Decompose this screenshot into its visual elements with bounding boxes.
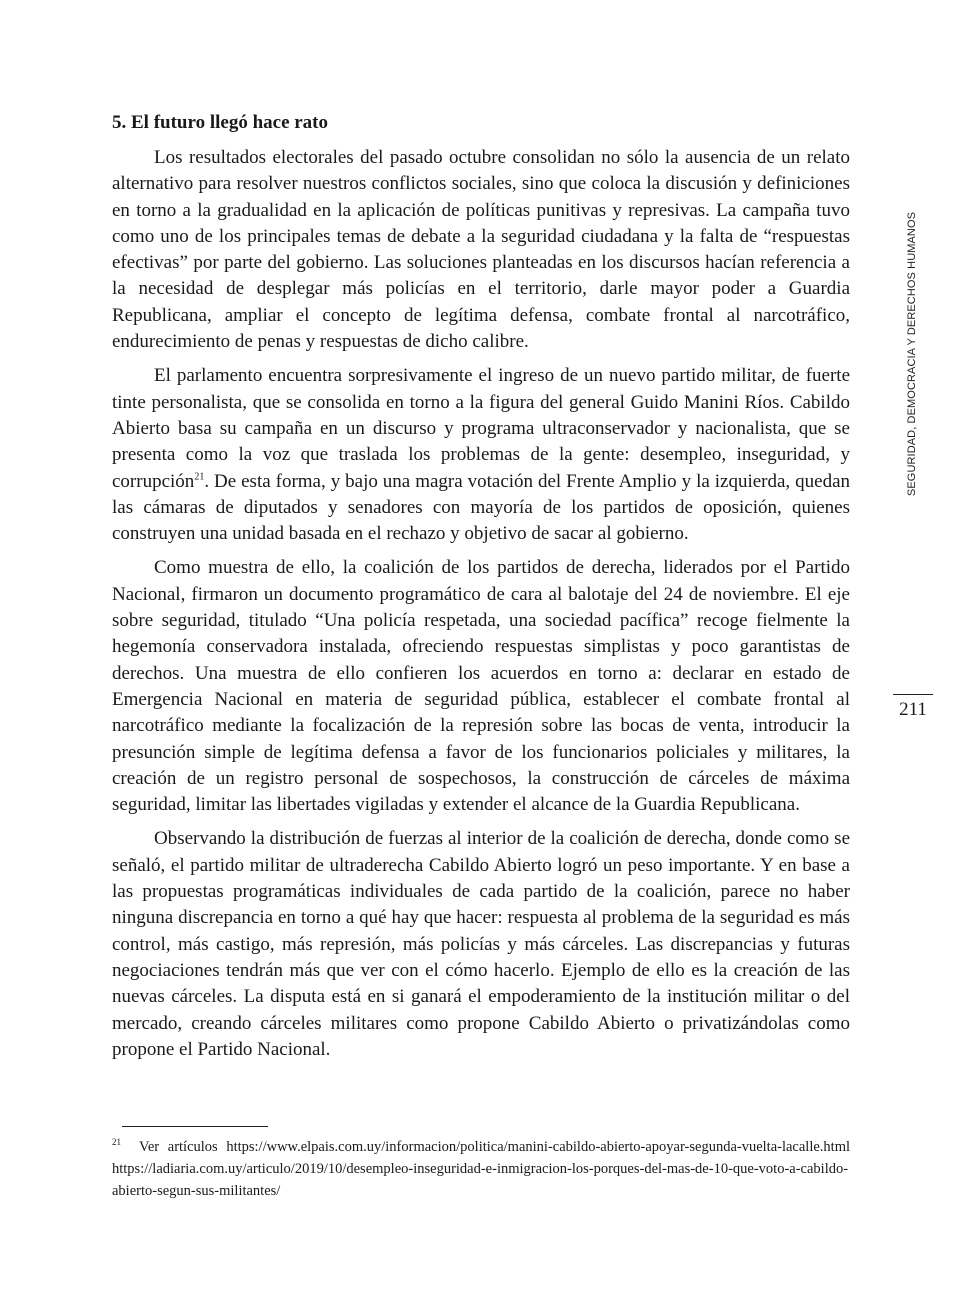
footnote <box>112 1131 850 1202</box>
running-head-text: SEGURIDAD, DEMOCRACIA Y DERECHOS HUMANOS <box>906 211 918 497</box>
paragraph-2 <box>112 363 850 547</box>
paragraph-3: Como muestra de ello, la coalición de los partidos de derecha, liderados por el Partido Nacional, firmaron un documento programático de cara al balotaje del 24 de noviembre. El eje sobre seguridad, titulado “Una policía respetada, una sociedad pacífica” recoge fielmente la hegemonía conservadora instalada, ofreciendo respuestas simplistas y poco garantistas de derechos. Una muestra de ello confieren los acuerdos en torno a: declarar en estado de Emergencia Nacional en materia de seguridad pública, establecer el combate frontal al narcotráfico mediante la focalización de la represión sobre las bocas de venta, introducir la presunción simple de legítima defensa a favor de los funcionarios policiales y militares, la creación de un registro personal de sospechosos, la construcción de cárceles de máxima seguridad, limitar las libertades vigiladas y extender el alcance de la Guardia Republicana. <box>112 557 850 816</box>
page-number-block <box>893 694 933 721</box>
paragraph-4: Observando la distribución de fuerzas al interior de la coalición de derecha, donde como se señaló, el partido militar de ultraderecha Cabildo Abierto logró un peso importante. Y en base a las propuestas programáticas individuales de cada partido de la coalición, parece no haber ninguna discrepancia en torno a qué hay que hacer: respuesta al problema de la seguridad es más control, más castigo, más represión, más policías y más cárceles. Las discrepancias y futuras negociaciones tendrán más que ver con el cómo hacerlo. Ejemplo de ello es la creación de las nuevas cárceles. La disputa está en si ganará el empoderamiento de la institución militar o del mercado, creando cárceles militares como propone Cabildo Abierto o privatizándolas como propone el Partido Nacional. <box>112 828 850 1060</box>
paragraph-2-after: . De esta forma, y bajo una magra votación del Frente Amplio y la izquierda, quedan las cámaras de diputados y senadores con mayoría de los partidos de oposición, quienes construyen una unidad basada en el rechazo y objetivo de sacar al gobierno. <box>112 470 850 545</box>
paragraph-1: Los resultados electorales del pasado octubre consolidan no sólo la ausencia de un relato alternativo para resolver nuestros conflictos sociales, sino que coloca la discusión y definiciones en torno a la gradualidad en la aplicación de políticas punitivas y represivas. La campaña tuvo como uno de los principales temas de debate a la seguridad ciudadana y la falta de “respuestas efectivas” por parte del gobierno. Las soluciones planteadas en los discursos hacían referencia a la necesidad de desplegar más policías en el territorio, darle mayor poder a Guardia Republicana, ampliar el concepto de legítima defensa, combate frontal al narcotráfico, endurecimiento de penas y respuestas de dicho calibre. <box>112 147 850 353</box>
footnote-divider <box>122 1126 268 1127</box>
paragraph-2-before: El parlamento encuentra sorpresivamente el ingreso de un nuevo partido militar, de fuerte tinte personalista, que se consolida en torno a la figura del general Guido Manini Ríos. Cabildo Abierto basa su campaña en un discurso y programa ultraconservador y nacionalista, que se presenta como la voz que traslada los problemas de la gente: desempleo, inseguridad, y corrupción <box>112 365 850 492</box>
running-head <box>900 196 924 512</box>
page-number: 211 <box>899 699 927 720</box>
section-title: 5. El futuro llegó hace rato <box>112 112 329 133</box>
footnote-text[interactable]: Ver artículos https://www.elpais.com.uy/informacion/politica/manini-cabildo-abierto-apoyar-segunda-vuelta-lacalle.html https://ladiaria.com.uy/articulo/2019/10/desempleo-inseguridad-e-inmigracion-los-porques-del-mas-de-10-que-voto-a-cabildo-abierto-segun-sus-militantes/ <box>112 1138 850 1199</box>
footnote-reference[interactable]: 21 <box>194 471 205 483</box>
page-number-rule <box>893 694 933 695</box>
page-body <box>112 110 850 1071</box>
footnote-number: 21 <box>112 1137 121 1147</box>
